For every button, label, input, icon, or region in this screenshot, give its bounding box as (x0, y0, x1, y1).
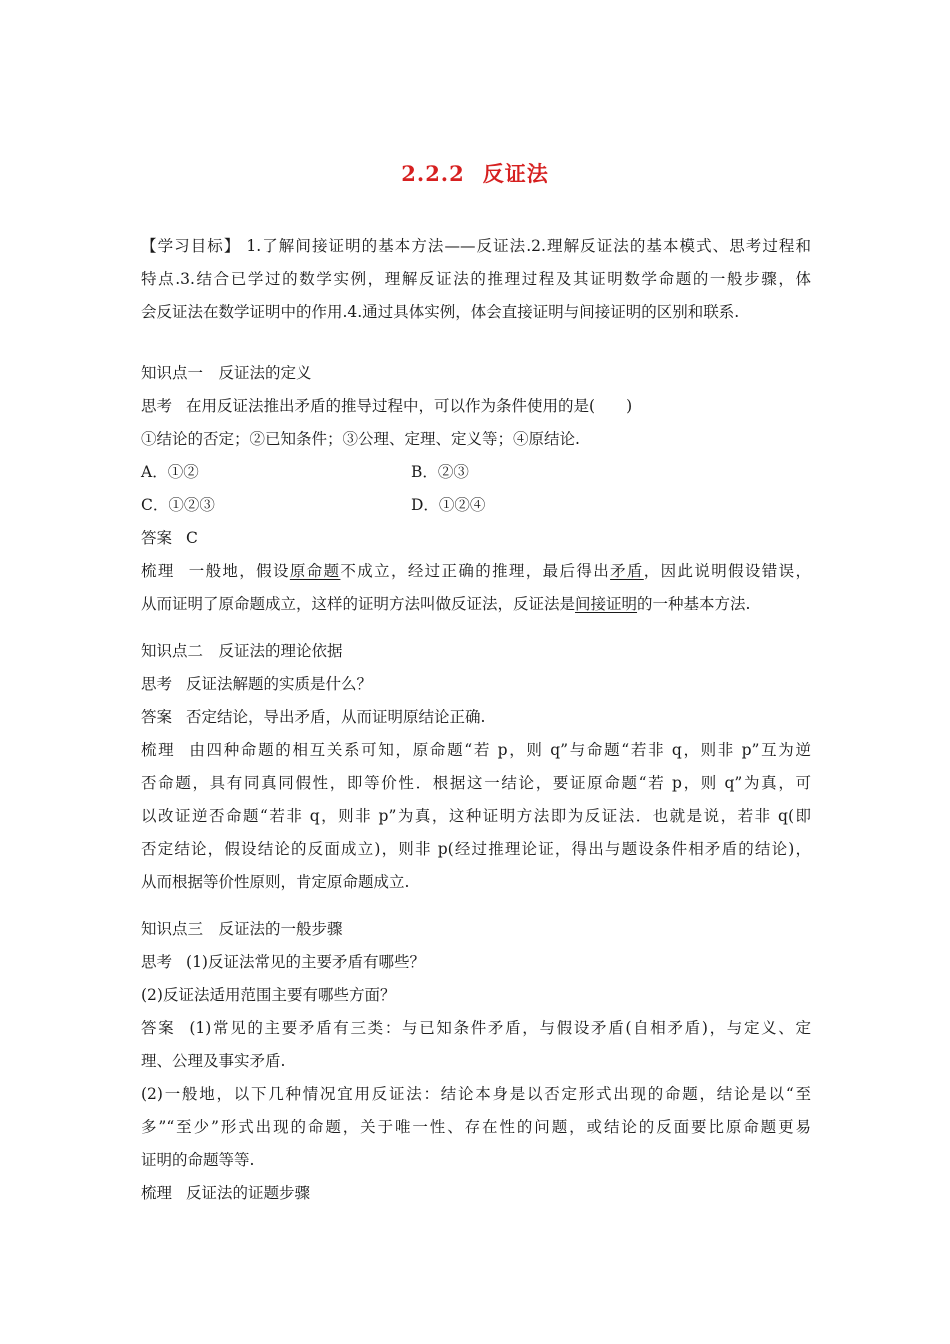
kp2-answer: 答案 否定结论，导出矛盾，从而证明原结论正确. (141, 708, 486, 726)
kp1-comb-line-2: 从而证明了原命题成立，这样的证明方法叫做反证法，反证法是间接证明的一种基本方法. (141, 595, 751, 613)
section-name: 反证法 (482, 161, 549, 186)
kp2-comb-line-3: 以改证逆否命题“若非 q，则非 p”为真，这种证明方法即为反证法．也就是说，若非 q(即 (141, 807, 811, 825)
kp2-comb-line-5: 从而根据等价性原则，肯定原命题成立. (141, 873, 410, 891)
kp3-think-2: (2)反证法适用范围主要有哪些方面？ (141, 986, 396, 1004)
think-label: 思考 (141, 675, 173, 693)
kp2-heading: 知识点二 反证法的理论依据 (141, 642, 343, 660)
kp1-items: ①结论的否定；②已知条件；③公理、定理、定义等；④原结论. (141, 430, 580, 448)
kp3-comb: 梳理 反证法的证题步骤 (141, 1184, 311, 1202)
comb-label: 梳理 (141, 562, 175, 580)
kp2-think: 思考 反证法解题的实质是什么？ (141, 675, 373, 693)
kp2-comb-line-1: 梳理 由四种命题的相互关系可知，原命题“若 p，则 q”与命题“若非 q，则非 p”互为逆 (141, 741, 811, 759)
kp1-answer: 答案 C (141, 529, 198, 547)
document-body (141, 230, 811, 1210)
kp3-answer-line-5: 证明的命题等等. (141, 1151, 255, 1169)
kp1-options-row-1 (141, 456, 811, 489)
comb-label: 梳理 (141, 741, 176, 759)
comb-label: 梳理 (141, 1184, 173, 1202)
kp3-answer-line-1: 答案 (1)常见的主要矛盾有三类：与已知条件矛盾，与假设矛盾(自相矛盾)，与定义、定 (141, 1019, 811, 1037)
kp1-comb-line-1: 梳理 一般地，假设原命题不成立，经过正确的推理，最后得出矛盾，因此说明假设错误， (141, 562, 811, 580)
option-c: C．①②③ (141, 496, 215, 514)
underlined-term: 矛盾 (610, 562, 644, 580)
objectives-label: 【学习目标】 (141, 237, 241, 255)
objectives-line-1: 【学习目标】 1.了解间接证明的基本方法——反证法.2.理解反证法的基本模式、思考过程和 (141, 237, 811, 255)
page-title (0, 158, 950, 188)
answer-label: 答案 (141, 1019, 176, 1037)
objectives-line-2: 特点.3.结合已学过的数学实例，理解反证法的推理过程及其证明数学命题的一般步骤，体 (141, 270, 811, 288)
kp1-think: 思考 在用反证法推出矛盾的推导过程中，可以作为条件使用的是( ) (141, 397, 633, 415)
option-b: B．②③ (411, 463, 469, 481)
kp2-comb-line-4: 否定结论，假设结论的反面成立)，则非 p(经过推理论证，得出与题设条件相矛盾的结论)， (141, 840, 811, 858)
kp3-heading: 知识点三 反证法的一般步骤 (141, 920, 343, 938)
section-number: 2.2.2 (401, 161, 465, 186)
kp1-options-row-2 (141, 489, 811, 522)
option-a: A．①② (141, 463, 199, 481)
kp2-comb-line-2: 否命题，具有同真同假性，即等价性．根据这一结论，要证原命题“若 p，则 q”为真，可 (141, 774, 811, 792)
kp3-answer-line-3: (2)一般地，以下几种情况宜用反证法：结论本身是以否定形式出现的命题，结论是以“至 (141, 1085, 811, 1103)
objectives-line-3: 会反证法在数学证明中的作用.4.通过具体实例，体会直接证明与间接证明的区别和联系. (141, 303, 740, 321)
underlined-term: 间接证明 (575, 595, 638, 613)
think-label: 思考 (141, 953, 173, 971)
kp3-think: 思考 (1)反证法常见的主要矛盾有哪些？ (141, 953, 425, 971)
answer-label: 答案 (141, 708, 173, 726)
option-d: D．①②④ (411, 496, 486, 514)
kp1-heading: 知识点一 反证法的定义 (141, 364, 312, 382)
answer-label: 答案 (141, 529, 173, 547)
underlined-term: 原命题 (289, 562, 341, 580)
think-label: 思考 (141, 397, 173, 415)
kp3-answer-line-2: 理、公理及事实矛盾. (141, 1052, 286, 1070)
kp3-answer-line-4: 多”“至少”形式出现的命题，关于唯一性、存在性的问题，或结论的反面要比原命题更易 (141, 1118, 811, 1136)
